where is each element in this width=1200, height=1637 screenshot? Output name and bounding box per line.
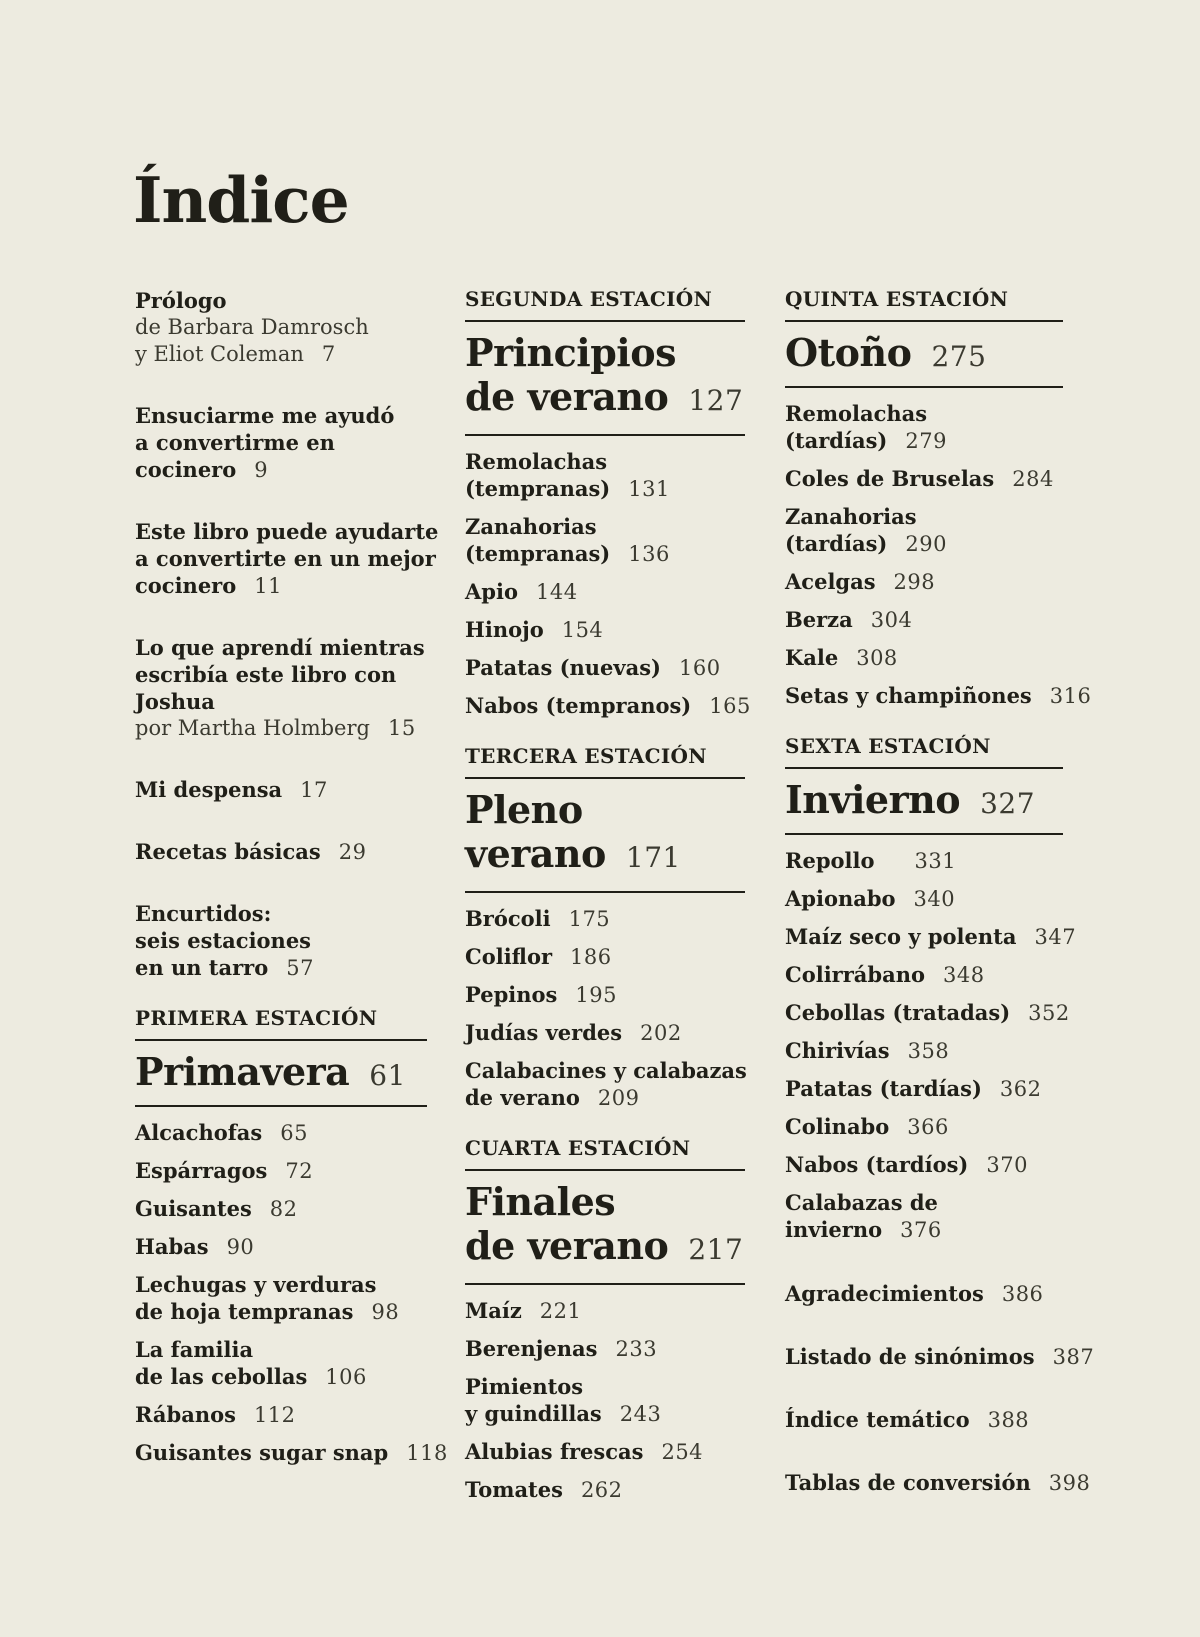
- page-number: 209: [597, 1086, 640, 1110]
- toc-item: [785, 606, 1063, 634]
- entry-line: [135, 661, 427, 688]
- page-title: Índice: [133, 163, 349, 238]
- toc-item: [465, 654, 745, 682]
- page-number: 11: [254, 574, 282, 598]
- entry-title: Listado de sinónimos: [785, 1344, 1035, 1369]
- season-title: de verano: [465, 1223, 669, 1268]
- item-title: Zanahorias: [465, 514, 597, 539]
- entry-title: Tablas de conversión: [785, 1470, 1031, 1495]
- page-number: 376: [900, 1218, 942, 1242]
- toc-entry-prologo: [135, 287, 427, 368]
- season-header-otono: [785, 287, 1063, 388]
- entry-line: [135, 545, 436, 572]
- season-title: Otoño: [785, 330, 912, 375]
- season-title-row: [135, 1041, 427, 1105]
- entry-line: [135, 402, 427, 429]
- page-number: 358: [907, 1039, 950, 1063]
- page-number: 144: [535, 580, 578, 604]
- season-eyebrow: TERCERA ESTACIÓN: [465, 744, 707, 768]
- season-header-invierno: [785, 734, 1063, 835]
- page-number: 348: [942, 963, 985, 987]
- divider-rule: [135, 1105, 427, 1107]
- entry-line: [135, 900, 427, 927]
- entry-subtitle: por Martha Holmberg: [135, 716, 370, 740]
- toc-item: [465, 1057, 745, 1112]
- season-header-finales-de-verano: [465, 1136, 745, 1285]
- page-number: 284: [1012, 467, 1054, 491]
- item-title: Remolachas: [465, 449, 608, 474]
- season-title: Principios: [465, 330, 676, 375]
- page-number: 202: [640, 1021, 682, 1045]
- page-number: 347: [1034, 925, 1077, 949]
- page-number: 82: [269, 1197, 298, 1221]
- item-title: Apionabo: [785, 886, 896, 911]
- toc-item: [135, 1195, 427, 1223]
- toc-item: [135, 1401, 427, 1429]
- page-number: 90: [226, 1235, 255, 1259]
- entry-title: Agradecimientos: [785, 1281, 984, 1306]
- season-title-row: [465, 322, 745, 434]
- item-title: Guisantes: [135, 1196, 252, 1221]
- page-number: 308: [856, 646, 898, 670]
- entry-line: [135, 341, 427, 368]
- toc-entry-este-libro: [135, 518, 439, 600]
- page-number: 131: [628, 477, 670, 501]
- page-number: 290: [905, 532, 947, 556]
- item-title: Hinojo: [465, 617, 544, 642]
- page-number: 362: [999, 1077, 1042, 1101]
- item-title: Brócoli: [465, 906, 551, 931]
- toc-item: [785, 568, 1063, 596]
- page-number: 387: [1052, 1345, 1095, 1369]
- entry-title: seis estaciones: [135, 928, 312, 953]
- page-number: 165: [709, 694, 751, 718]
- page-number: 160: [678, 656, 721, 680]
- item-title: Tomates: [465, 1477, 563, 1502]
- toc-item: [785, 1189, 1063, 1244]
- page-number: 386: [1001, 1282, 1044, 1306]
- toc-item: [785, 999, 1070, 1027]
- page-number: 388: [987, 1408, 1030, 1432]
- season-title: de verano: [465, 374, 669, 419]
- entry-title: Recetas básicas: [135, 839, 321, 864]
- toc-item: [785, 682, 1092, 710]
- page-number: 331: [914, 849, 957, 873]
- entry-title: a convertirte en un mejor: [135, 546, 436, 571]
- item-title: Acelgas: [785, 569, 876, 594]
- item-title: Maíz: [465, 1298, 522, 1323]
- entry-subtitle: de Barbara Damrosch: [135, 315, 369, 339]
- toc-item: [785, 923, 1077, 951]
- page-number: 17: [300, 778, 328, 802]
- season-page-number: 275: [931, 340, 987, 373]
- item-title: Pimientos: [465, 1374, 584, 1399]
- toc-item: [135, 1336, 427, 1391]
- page-number: 106: [325, 1365, 367, 1389]
- toc-item: [465, 943, 745, 971]
- page-number: 304: [870, 608, 913, 632]
- page-number: 262: [580, 1478, 623, 1502]
- toc-item: [785, 1113, 1063, 1141]
- toc-item: [785, 847, 1063, 875]
- entry-title: cocinero: [135, 573, 237, 598]
- entry-subtitle: y Eliot Coleman: [135, 342, 304, 366]
- item-title: Alubias frescas: [465, 1439, 644, 1464]
- toc-item: [785, 503, 1063, 558]
- divider-rule: [465, 891, 745, 893]
- item-title: Berenjenas: [465, 1336, 598, 1361]
- item-title: Alcachofas: [135, 1120, 263, 1145]
- season-title: verano: [465, 831, 606, 876]
- toc-item: [135, 1271, 427, 1326]
- page-number: 398: [1048, 1471, 1091, 1495]
- toc-item: [465, 905, 745, 933]
- season-eyebrow: QUINTA ESTACIÓN: [785, 287, 1009, 311]
- item-title: Kale: [785, 645, 839, 670]
- toc-item: [785, 400, 1063, 455]
- toc-item: [465, 981, 745, 1009]
- item-title: Colirrábano: [785, 962, 925, 987]
- divider-rule: [785, 833, 1063, 835]
- season-eyebrow: PRIMERA ESTACIÓN: [135, 1006, 378, 1030]
- entry-title: en un tarro: [135, 955, 269, 980]
- toc-item: [465, 1476, 745, 1504]
- item-title: Apio: [465, 579, 518, 604]
- item-title: Maíz seco y polenta: [785, 924, 1017, 949]
- page-number: 29: [338, 840, 367, 864]
- toc-column-3: [785, 287, 1095, 1532]
- toc-entry-ensuciarme: [135, 402, 427, 484]
- page-number: 316: [1049, 684, 1092, 708]
- toc-item: [465, 692, 751, 720]
- item-title: Berza: [785, 607, 853, 632]
- toc-item: [465, 1373, 745, 1428]
- toc-item: [135, 1439, 448, 1467]
- toc-column-2: [465, 287, 751, 1514]
- entry-title: Lo que aprendí mientras: [135, 635, 425, 660]
- season-page-number: 127: [688, 384, 744, 417]
- page-number: 221: [539, 1299, 582, 1323]
- item-title: Cebollas (tratadas): [785, 1000, 1011, 1025]
- entry-line: [135, 954, 427, 982]
- season-page-number: 61: [369, 1059, 406, 1092]
- item-title: Patatas (tardías): [785, 1076, 982, 1101]
- season-eyebrow: SEGUNDA ESTACIÓN: [465, 287, 713, 311]
- toc-item: [785, 1037, 1063, 1065]
- season-eyebrow: CUARTA ESTACIÓN: [465, 1136, 691, 1160]
- toc-item: [135, 1233, 427, 1261]
- entry-line: [135, 572, 427, 600]
- entry-line: [135, 688, 427, 715]
- entry-title: Ensuciarme me ayudó: [135, 403, 395, 428]
- page-number: 98: [371, 1300, 400, 1324]
- page-number: 370: [986, 1153, 1028, 1177]
- season-eyebrow: SEXTA ESTACIÓN: [785, 734, 991, 758]
- entry-title: cocinero: [135, 457, 237, 482]
- toc-item: [465, 616, 745, 644]
- toc-item: [465, 578, 745, 606]
- page-number: 233: [615, 1337, 658, 1361]
- entry-title: Mi despensa: [135, 777, 283, 802]
- item-title: Coliflor: [465, 944, 553, 969]
- item-title: Lechugas y verduras: [135, 1272, 377, 1297]
- entry-title: escribía este libro con: [135, 662, 397, 687]
- page-number: 366: [907, 1115, 949, 1139]
- entry-title: Índice temático: [785, 1407, 970, 1432]
- item-title: Habas: [135, 1234, 209, 1259]
- season-page-number: 327: [980, 787, 1036, 820]
- toc-item: [785, 1075, 1063, 1103]
- season-title-line2: [465, 832, 745, 880]
- toc-item: [135, 1157, 427, 1185]
- page-number: 340: [913, 887, 956, 911]
- item-title: Rábanos: [135, 1402, 236, 1427]
- entry-title: Este libro puede ayudarte: [135, 519, 439, 544]
- season-header-pleno-verano: [465, 744, 745, 893]
- item-title: Calabazas de: [785, 1190, 938, 1215]
- toc-entry-indice-tematico: [785, 1406, 1063, 1434]
- item-title: (tardías): [785, 531, 888, 556]
- item-title: Judías verdes: [465, 1020, 623, 1045]
- toc-item: [465, 1335, 745, 1363]
- page-number: 65: [280, 1121, 308, 1145]
- page-number: 254: [661, 1440, 704, 1464]
- page-number: 186: [570, 945, 612, 969]
- season-header-primavera: [135, 1006, 427, 1107]
- page-number: 136: [628, 542, 670, 566]
- entry-line: [135, 456, 427, 484]
- item-title: (tempranas): [465, 476, 611, 501]
- item-title: La familia: [135, 1337, 254, 1362]
- page-number: 9: [254, 458, 269, 482]
- divider-rule: [465, 1283, 745, 1285]
- season-page-number: 217: [688, 1233, 744, 1266]
- toc-item: [785, 1151, 1063, 1179]
- toc-item: [465, 1438, 745, 1466]
- page-number: 195: [575, 983, 617, 1007]
- entry-line: [135, 838, 427, 866]
- item-title: Colinabo: [785, 1114, 890, 1139]
- season-title: Primavera: [135, 1049, 350, 1094]
- entry-line: [135, 634, 427, 661]
- season-title: Pleno: [465, 787, 583, 832]
- page-number: 154: [561, 618, 604, 642]
- season-title-row: [465, 779, 745, 891]
- item-title: Nabos (tempranos): [465, 693, 692, 718]
- season-header-principios-de-verano: [465, 287, 745, 436]
- divider-rule: [785, 386, 1063, 388]
- page-number: 72: [285, 1159, 314, 1183]
- item-title: Pepinos: [465, 982, 558, 1007]
- season-page-number: 171: [625, 841, 681, 874]
- item-title: invierno: [785, 1217, 883, 1242]
- toc-column-1: [135, 287, 448, 1477]
- page-number: 112: [253, 1403, 296, 1427]
- toc-entry-mi-despensa: [135, 776, 427, 804]
- item-title: de las cebollas: [135, 1364, 308, 1389]
- toc-item: [465, 448, 745, 503]
- toc-item: [465, 1297, 745, 1325]
- page-number: 7: [321, 342, 336, 366]
- entry-line: [135, 314, 427, 341]
- season-title-line2: [465, 1224, 745, 1272]
- entry-line: [135, 927, 427, 954]
- toc-item: [785, 644, 1063, 672]
- divider-rule: [465, 434, 745, 436]
- page-number: 57: [286, 956, 314, 980]
- toc-entry-lo-que-aprendi: [135, 634, 427, 742]
- item-title: Patatas (nuevas): [465, 655, 661, 680]
- item-title: y guindillas: [465, 1401, 602, 1426]
- entry-line: [135, 715, 427, 742]
- toc-entry-listado-de-sinonimos: [785, 1343, 1095, 1371]
- entry-title: Encurtidos:: [135, 901, 272, 926]
- toc-item: [465, 1019, 745, 1047]
- season-title: Invierno: [785, 777, 961, 822]
- item-title: Coles de Bruselas: [785, 466, 995, 491]
- toc-item: [785, 961, 1063, 989]
- toc-item: [465, 513, 745, 568]
- season-title-line2: [465, 375, 745, 423]
- season-title-row: [785, 322, 1063, 386]
- item-title: Repollo: [785, 848, 875, 873]
- entry-title: Prólogo: [135, 288, 227, 313]
- item-title: de verano: [465, 1085, 580, 1110]
- item-title: Espárragos: [135, 1158, 268, 1183]
- season-title-row: [785, 769, 1063, 833]
- season-title: Finales: [465, 1179, 616, 1224]
- item-title: Zanahorias: [785, 504, 917, 529]
- toc-entry-agradecimientos: [785, 1280, 1063, 1308]
- item-title: (tardías): [785, 428, 888, 453]
- entry-title: a convertirme en: [135, 430, 335, 455]
- item-title: Calabacines y calabazas: [465, 1058, 747, 1083]
- item-title: Chirivías: [785, 1038, 890, 1063]
- entry-line: [135, 518, 439, 545]
- item-title: Setas y champiñones: [785, 683, 1032, 708]
- toc-item: [785, 885, 1063, 913]
- item-title: Remolachas: [785, 401, 928, 426]
- toc-item: [135, 1119, 427, 1147]
- entry-title: Joshua: [135, 689, 215, 714]
- toc-entry-recetas-basicas: [135, 838, 427, 866]
- page-number: 175: [568, 907, 611, 931]
- item-title: Guisantes sugar snap: [135, 1440, 389, 1465]
- page-number: 118: [406, 1441, 448, 1465]
- page-number: 298: [893, 570, 936, 594]
- item-title: Nabos (tardíos): [785, 1152, 969, 1177]
- page-number: 352: [1028, 1001, 1070, 1025]
- entry-line: [135, 287, 427, 314]
- page-number: 15: [387, 716, 416, 740]
- toc-entry-tablas-de-conversion: [785, 1469, 1091, 1497]
- season-title-row: [465, 1171, 745, 1283]
- item-title: (tempranas): [465, 541, 611, 566]
- toc-entry-encurtidos: [135, 900, 427, 982]
- toc-item: [785, 465, 1063, 493]
- page-number: 243: [619, 1402, 662, 1426]
- entry-line: [135, 429, 427, 456]
- item-title: de hoja tempranas: [135, 1299, 354, 1324]
- entry-line: [135, 776, 427, 804]
- page-number: 279: [905, 429, 947, 453]
